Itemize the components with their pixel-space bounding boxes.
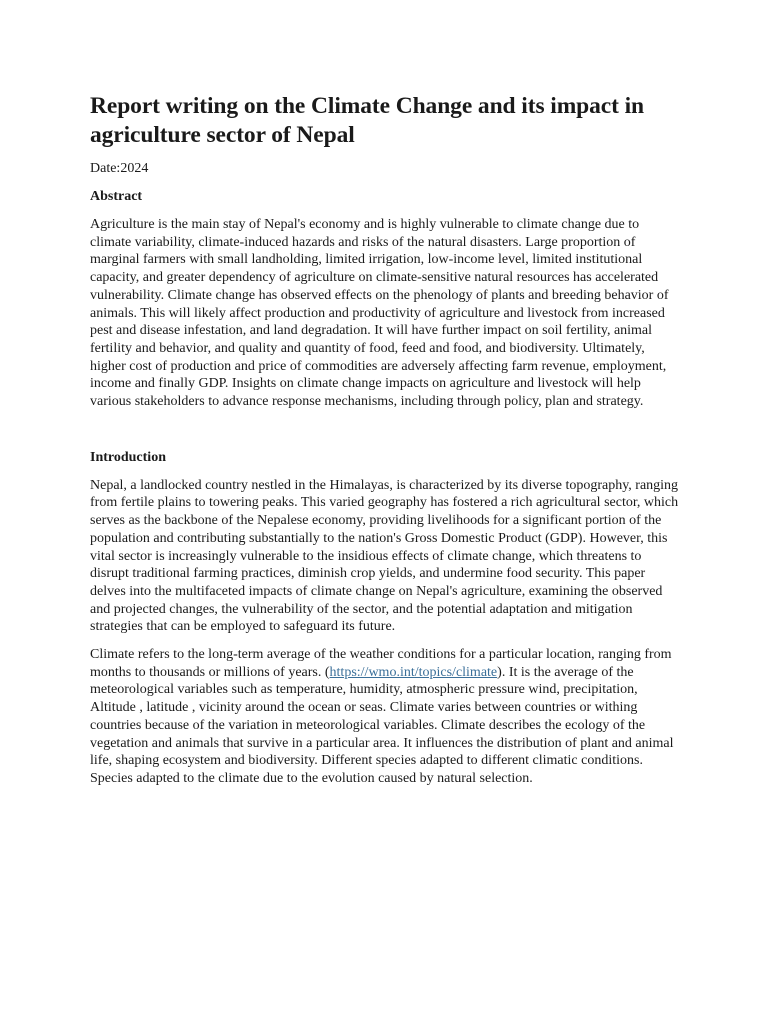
introduction-paragraph-2 <box>90 646 680 788</box>
document-title: Report writing on the Climate Change and its impact in agriculture sector of Nepal <box>90 93 645 148</box>
introduction-paragraph-1: Nepal, a landlocked country nestled in the Himalayas, is characterized by its diverse topography, ranging from fertile plains to towering peaks. This varied geography has fostered a rich agricultural sector, which serves as the backbone of the Nepalese economy, providing livelihoods for a significant portion of the population and contributing substantially to the nation's Gross Domestic Product (GDP). However, this vital sector is increasingly vulnerable to the insidious effects of climate change, which threatens to disrupt traditional farming practices, diminish crop yields, and undermine food security. This paper delves into the multifaceted impacts of climate change on Nepal's agriculture, examining the observed and projected changes, the vulnerability of the sector, and the potential adaptation and mitigation strategies that can be employed to safeguard its future. <box>90 477 679 635</box>
introduction-heading: Introduction <box>90 449 166 465</box>
document-page <box>90 92 680 798</box>
climate-reference-link[interactable]: https://wmo.int/topics/climate <box>329 664 498 680</box>
paragraph-2-text-start: Climate refers to the long-term average of the weather conditions for a particular location, ranging from months to thousands or millions of years. ( <box>90 647 672 680</box>
section-spacer <box>90 421 680 449</box>
abstract-heading: Abstract <box>90 189 143 204</box>
abstract-paragraph: Agriculture is the main stay of Nepal's economy and is highly vulnerable to climate change due to climate variability, climate-induced hazards and risks of the natural disasters. Large proportion of marginal farmers with small landholding, limited irrigation, low-income level, limited institutional capacity, and greater dependency of agriculture on climate-sensitive natural resources has accelerated vulnerability. Climate change has observed effects on the phenology of plants and breeding behavior of animals. This will likely affect production and productivity of agriculture and livestock from increased pest and disease infestation, and land degradation. It will have further impact on soil fertility, animal fertility and behavior, and quality and quantity of food, feed and food, and biodiversity. Ultimately, higher cost of production and price of commodities are adversely affecting farm revenue, employment, income and finally GDP. Insights on climate change impacts on agriculture and livestock will help various stakeholders to advance response mechanisms, including through policy, plan and strategy. <box>90 217 669 410</box>
paragraph-2-text-end: ). It is the average of the meteorological variables such as temperature, humidity, atmospheric pressure wind, precipitation, Altitude , latitude , vicinity around the ocean or seas. Climate varies between countries or withing countries because of the variation in meteorological variables. Climate describes the ecology of the vegetation and animals that survive in a particular area. It influences the distribution of plant and animal life, shaping ecosystem and biodiversity. Different species adapted to different climatic conditions. Species adapted to the climate due to the evolution caused by natural selection. <box>90 664 674 786</box>
document-date: Date:2024 <box>90 161 149 176</box>
